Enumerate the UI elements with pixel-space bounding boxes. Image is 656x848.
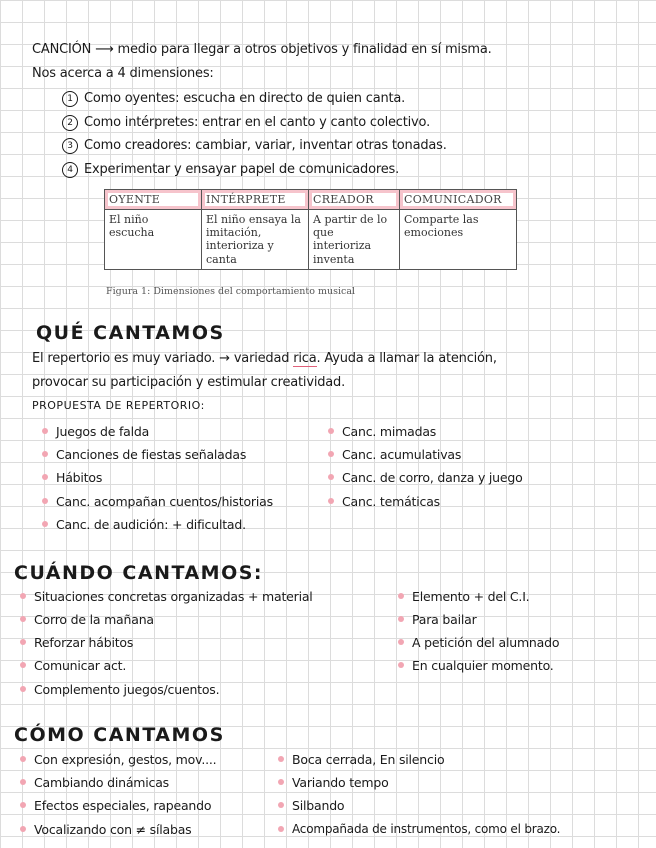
dimension-item bbox=[62, 162, 399, 178]
list-item: Corro de la mañana bbox=[34, 612, 154, 627]
figure-caption: Figura 1: Dimensiones del comportamiento musical bbox=[106, 286, 356, 297]
list-item: Acompañada de instrumentos, como el brazo. bbox=[292, 822, 561, 836]
circled-number: 1 bbox=[62, 91, 78, 107]
header-interprete: INTÉRPRETE bbox=[202, 190, 309, 210]
list-item: Variando tempo bbox=[292, 775, 389, 790]
que-text: variedad bbox=[233, 351, 290, 366]
list-item: Canc. acompañan cuentos/historias bbox=[56, 494, 273, 509]
header-creador: CREADOR bbox=[309, 190, 400, 210]
arrow-icon: ⟶ bbox=[95, 42, 114, 57]
que-text: . Ayuda a llamar la atención, bbox=[316, 351, 497, 366]
list-item: Canc. acumulativas bbox=[342, 447, 462, 462]
dimension-text: Experimentar y ensayar papel de comunicadores. bbox=[84, 162, 400, 177]
list-item: En cualquier momento. bbox=[412, 658, 554, 673]
table-header-row bbox=[105, 190, 517, 210]
dimension-item bbox=[62, 115, 430, 131]
circled-number: 4 bbox=[62, 162, 78, 178]
list-item: Para bailar bbox=[412, 612, 477, 627]
list-item: Elemento + del C.I. bbox=[412, 589, 530, 604]
cancion-definition: medio para llegar a otros objetivos y finalidad en sí misma. bbox=[117, 42, 492, 57]
table-cell: El niño ensaya la imitación, interioriza y canta bbox=[202, 210, 309, 270]
circled-number: 3 bbox=[62, 138, 78, 154]
list-item: Efectos especiales, rapeando bbox=[34, 798, 212, 813]
circled-number: 2 bbox=[62, 115, 78, 131]
list-item: Con expresión, gestos, mov.... bbox=[34, 752, 217, 767]
list-item: Boca cerrada, En silencio bbox=[292, 752, 445, 767]
list-item: Reforzar hábitos bbox=[34, 635, 134, 650]
proposal-label: PROPUESTA DE REPERTORIO: bbox=[32, 399, 205, 412]
dimension-text: Como oyentes: escucha en directo de quien canta. bbox=[84, 91, 406, 106]
header-comunicador: COMUNICADOR bbox=[400, 190, 517, 210]
que-line-2: provocar su participación y estimular creatividad. bbox=[32, 375, 346, 390]
list-item: Canc. mimadas bbox=[342, 424, 437, 439]
heading-que-cantamos: QUÉ CANTAMOS bbox=[36, 322, 225, 344]
dimension-text: Como creadores: cambiar, variar, inventar otras tonadas. bbox=[84, 138, 447, 153]
list-item: Juegos de falda bbox=[56, 424, 150, 439]
arrow-icon: → bbox=[219, 351, 230, 366]
dimension-text: Como intérpretes: entrar en el canto y canto colectivo. bbox=[84, 115, 431, 130]
dimension-item bbox=[62, 91, 405, 107]
cancion-word: CANCIÓN bbox=[32, 42, 92, 57]
list-item: A petición del alumnado bbox=[412, 635, 560, 650]
list-item: Complemento juegos/cuentos. bbox=[34, 682, 220, 697]
table-cell: A partir de lo que interioriza inventa bbox=[309, 210, 400, 270]
table-row bbox=[105, 210, 517, 270]
dimensions-table bbox=[104, 189, 517, 270]
list-item: Canciones de fiestas señaladas bbox=[56, 447, 247, 462]
underlined-word: rica bbox=[293, 351, 317, 366]
heading-cuando-cantamos: CUÁNDO CANTAMOS: bbox=[14, 562, 264, 584]
list-item: Vocalizando con ≠ sílabas bbox=[34, 822, 192, 837]
list-item: Canc. de audición: + dificultad. bbox=[56, 517, 246, 532]
list-item: Canc. de corro, danza y juego bbox=[342, 470, 523, 485]
que-text: El repertorio es muy variado. bbox=[32, 351, 216, 366]
intro-line-2: Nos acerca a 4 dimensiones: bbox=[32, 66, 214, 81]
intro-line-1 bbox=[32, 42, 492, 57]
list-item: Comunicar act. bbox=[34, 658, 127, 673]
list-item: Cambiando dinámicas bbox=[34, 775, 169, 790]
list-item: Situaciones concretas organizadas + material bbox=[34, 589, 313, 604]
que-line-1 bbox=[32, 351, 497, 366]
table-cell: Comparte las emociones bbox=[400, 210, 517, 270]
list-item: Canc. temáticas bbox=[342, 494, 440, 509]
heading-como-cantamos: CÓMO CANTAMOS bbox=[14, 724, 225, 746]
table-cell: El niño escucha bbox=[105, 210, 202, 270]
list-item: Silbando bbox=[292, 798, 345, 813]
list-item: Hábitos bbox=[56, 470, 103, 485]
dimension-item bbox=[62, 138, 447, 154]
header-oyente: OYENTE bbox=[105, 190, 202, 210]
